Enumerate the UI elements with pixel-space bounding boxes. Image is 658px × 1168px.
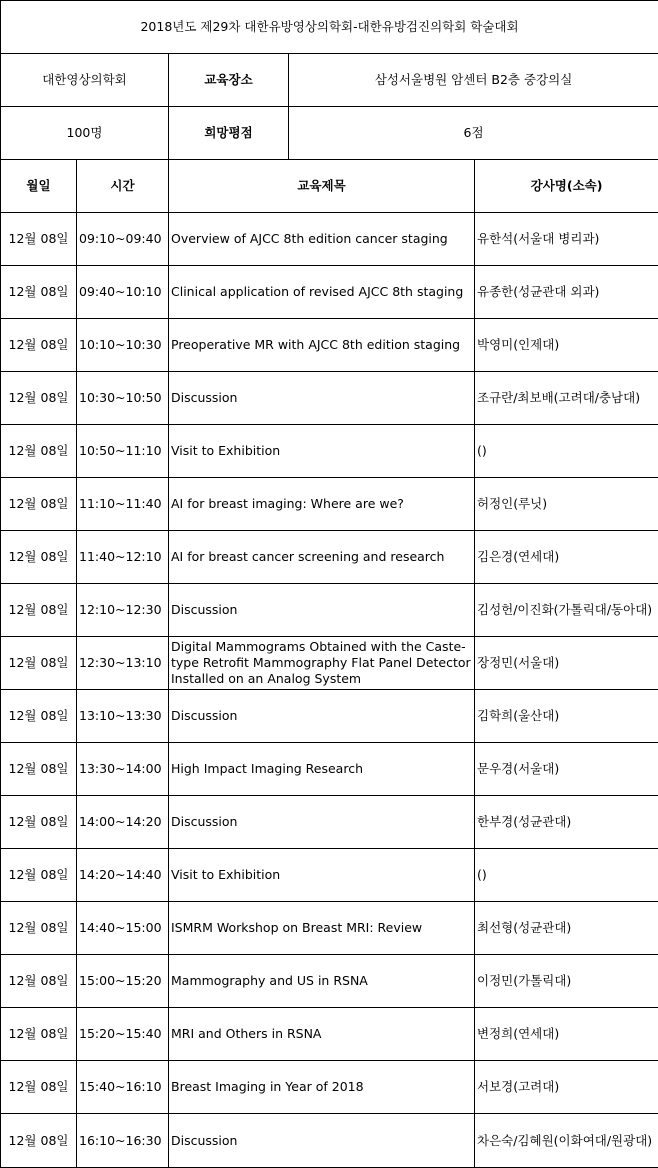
title-row (1, 1, 658, 54)
speaker-cell: 차은숙/김혜원(이화여대/원광대) (475, 1114, 658, 1168)
credit-label: 희망평점 (169, 107, 289, 160)
time-cell: 11:40~12:10 (77, 531, 169, 584)
time-cell: 12:10~12:30 (77, 584, 169, 637)
date-cell: 12월 08일 (1, 955, 77, 1008)
topic-cell: High Impact Imaging Research (169, 743, 475, 796)
speaker-cell: 이정민(가톨릭대) (475, 955, 658, 1008)
time-cell: 12:30~13:10 (77, 637, 169, 690)
table-row (1, 637, 658, 690)
venue-value: 삼성서울병원 암센터 B2층 중강의실 (289, 54, 658, 107)
table-row (1, 1008, 658, 1061)
date-cell: 12월 08일 (1, 478, 77, 531)
topic-cell: Visit to Exhibition (169, 425, 475, 478)
speaker-cell: 최선형(성균관대) (475, 902, 658, 955)
topic-cell: Visit to Exhibition (169, 849, 475, 902)
table-row (1, 1114, 658, 1168)
speaker-cell: () (475, 849, 658, 902)
speaker-cell: 조규란/최보배(고려대/충남대) (475, 372, 658, 425)
table-row (1, 584, 658, 637)
topic-cell: AI for breast imaging: Where are we? (169, 478, 475, 531)
date-cell: 12월 08일 (1, 796, 77, 849)
date-cell: 12월 08일 (1, 531, 77, 584)
table-row (1, 743, 658, 796)
date-cell: 12월 08일 (1, 690, 77, 743)
table-row (1, 425, 658, 478)
speaker-cell: 유한석(서울대 병리과) (475, 213, 658, 266)
topic-cell: Digital Mammograms Obtained with the Caste-type Retrofit Mammography Flat Panel Detector Installed on an Analog System (169, 637, 475, 690)
date-cell: 12월 08일 (1, 743, 77, 796)
time-cell: 15:40~16:10 (77, 1061, 169, 1114)
time-cell: 13:10~13:30 (77, 690, 169, 743)
header-date: 월일 (1, 160, 77, 213)
topic-cell: Breast Imaging in Year of 2018 (169, 1061, 475, 1114)
date-cell: 12월 08일 (1, 1008, 77, 1061)
table-row (1, 372, 658, 425)
page-title: 2018년도 제29차 대한유방영상의학회-대한유방검진의학회 학술대회 (1, 1, 658, 54)
table-row (1, 266, 658, 319)
table-row (1, 1061, 658, 1114)
venue-row (1, 54, 658, 107)
time-cell: 10:30~10:50 (77, 372, 169, 425)
speaker-cell: 박영미(인제대) (475, 319, 658, 372)
date-cell: 12월 08일 (1, 584, 77, 637)
time-cell: 16:10~16:30 (77, 1114, 169, 1168)
date-cell: 12월 08일 (1, 1061, 77, 1114)
time-cell: 14:20~14:40 (77, 849, 169, 902)
table-row (1, 478, 658, 531)
topic-cell: Mammography and US in RSNA (169, 955, 475, 1008)
time-cell: 14:00~14:20 (77, 796, 169, 849)
speaker-cell: 변정희(연세대) (475, 1008, 658, 1061)
time-cell: 09:40~10:10 (77, 266, 169, 319)
organizer-cell: 대한영상의학회 (1, 54, 169, 107)
capacity-cell: 100명 (1, 107, 169, 160)
table-row (1, 849, 658, 902)
time-cell: 15:20~15:40 (77, 1008, 169, 1061)
topic-cell: Discussion (169, 690, 475, 743)
date-cell: 12월 08일 (1, 319, 77, 372)
time-cell: 13:30~14:00 (77, 743, 169, 796)
header-row (1, 160, 658, 213)
table-row (1, 213, 658, 266)
table-row (1, 902, 658, 955)
topic-cell: Clinical application of revised AJCC 8th staging (169, 266, 475, 319)
speaker-cell: 유종한(성균관대 외과) (475, 266, 658, 319)
topic-cell: Discussion (169, 372, 475, 425)
credit-value: 6점 (289, 107, 658, 160)
time-cell: 15:00~15:20 (77, 955, 169, 1008)
topic-cell: Discussion (169, 1114, 475, 1168)
speaker-cell: 김학희(울산대) (475, 690, 658, 743)
speaker-cell: 한부경(성균관대) (475, 796, 658, 849)
speaker-cell: 김성헌/이진화(가톨릭대/동아대) (475, 584, 658, 637)
date-cell: 12월 08일 (1, 637, 77, 690)
date-cell: 12월 08일 (1, 266, 77, 319)
date-cell: 12월 08일 (1, 372, 77, 425)
table-row (1, 319, 658, 372)
time-cell: 09:10~09:40 (77, 213, 169, 266)
topic-cell: AI for breast cancer screening and research (169, 531, 475, 584)
speaker-cell: 문우경(서울대) (475, 743, 658, 796)
speaker-cell: 서보경(고려대) (475, 1061, 658, 1114)
topic-cell: Overview of AJCC 8th edition cancer staging (169, 213, 475, 266)
topic-cell: Preoperative MR with AJCC 8th edition staging (169, 319, 475, 372)
time-cell: 10:10~10:30 (77, 319, 169, 372)
topic-cell: MRI and Others in RSNA (169, 1008, 475, 1061)
time-cell: 11:10~11:40 (77, 478, 169, 531)
table-row (1, 796, 658, 849)
topic-cell: Discussion (169, 796, 475, 849)
topic-cell: Discussion (169, 584, 475, 637)
speaker-cell: 장정민(서울대) (475, 637, 658, 690)
date-cell: 12월 08일 (1, 849, 77, 902)
date-cell: 12월 08일 (1, 213, 77, 266)
date-cell: 12월 08일 (1, 902, 77, 955)
header-speaker: 강사명(소속) (475, 160, 658, 213)
topic-cell: ISMRM Workshop on Breast MRI: Review (169, 902, 475, 955)
date-cell: 12월 08일 (1, 1114, 77, 1168)
time-cell: 10:50~11:10 (77, 425, 169, 478)
time-cell: 14:40~15:00 (77, 902, 169, 955)
venue-label: 교육장소 (169, 54, 289, 107)
speaker-cell: 허정인(루닛) (475, 478, 658, 531)
table-row (1, 531, 658, 584)
header-topic: 교육제목 (169, 160, 475, 213)
speaker-cell: () (475, 425, 658, 478)
table-row (1, 955, 658, 1008)
table-row (1, 690, 658, 743)
date-cell: 12월 08일 (1, 425, 77, 478)
speaker-cell: 김은경(연세대) (475, 531, 658, 584)
capacity-row (1, 107, 658, 160)
header-time: 시간 (77, 160, 169, 213)
